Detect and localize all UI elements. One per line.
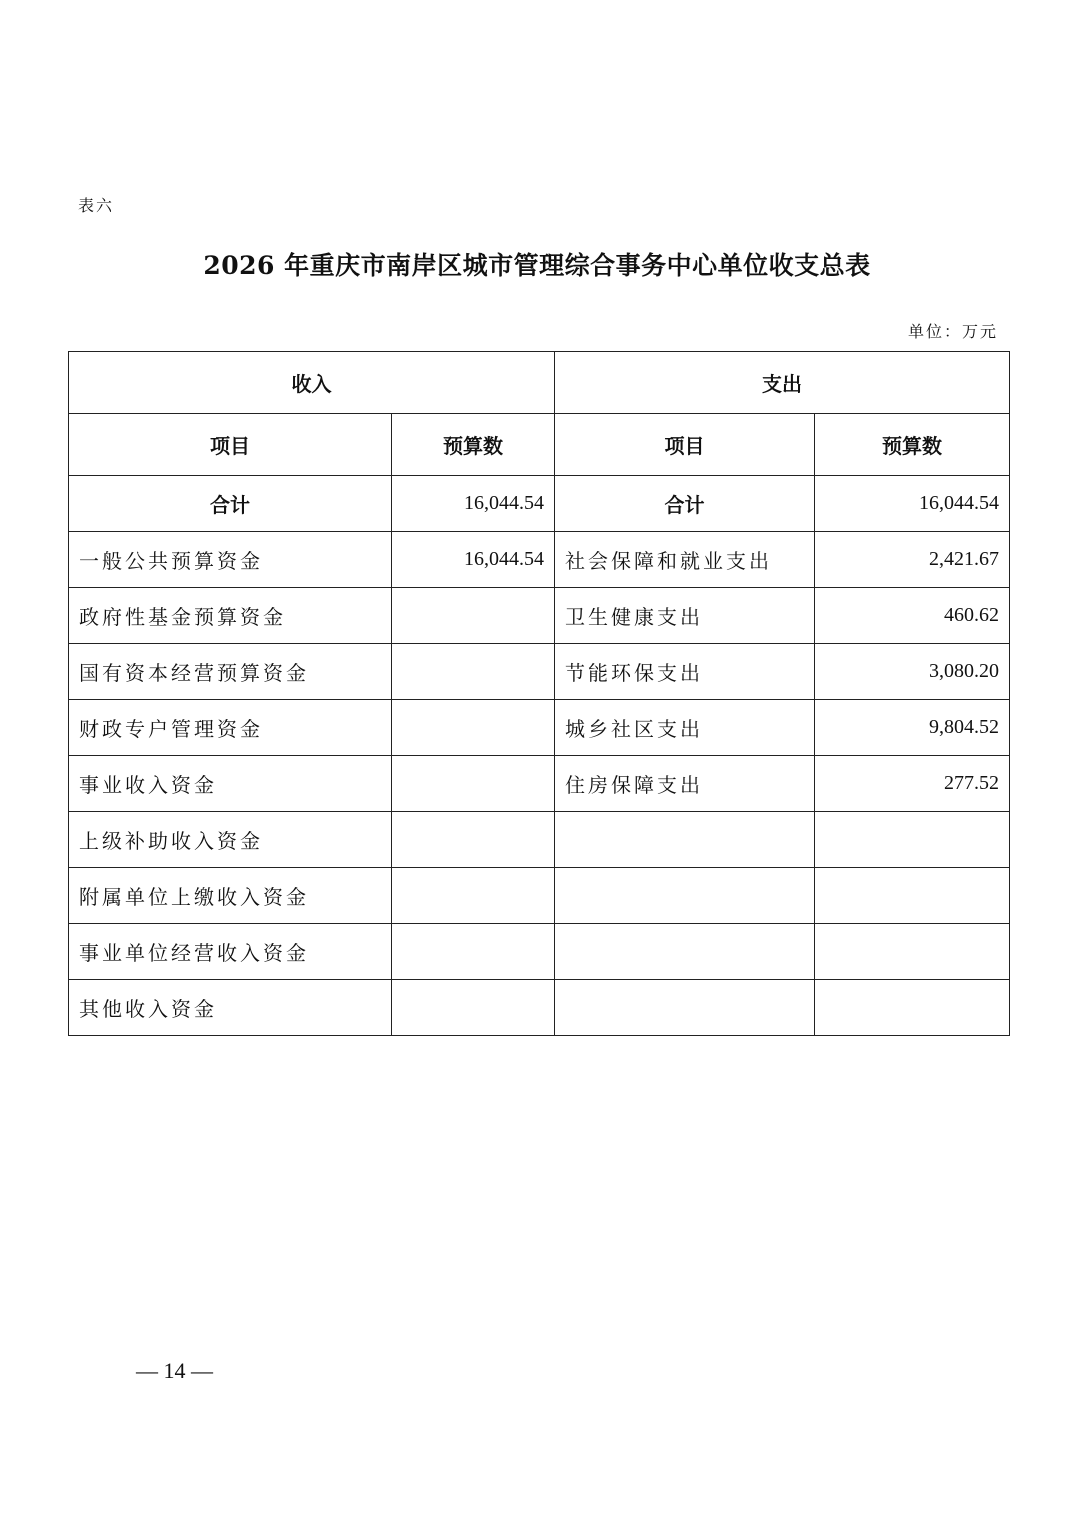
income-amount	[392, 644, 555, 700]
expense-section-header: 支出	[555, 352, 1010, 414]
budget-table	[68, 351, 1010, 1036]
table-row	[69, 980, 1010, 1036]
expense-amount: 277.52	[815, 756, 1010, 812]
income-item: 附属单位上缴收入资金	[69, 868, 392, 924]
unit-note: 单位：万元	[907, 322, 998, 341]
income-amount	[392, 924, 555, 980]
table-row	[69, 812, 1010, 868]
expense-amount-header: 预算数	[815, 414, 1010, 476]
income-amount	[392, 812, 555, 868]
table-label: 表六	[78, 196, 115, 215]
expense-amount	[815, 980, 1010, 1036]
expense-item: 社会保障和就业支出	[555, 532, 815, 588]
expense-item: 卫生健康支出	[555, 588, 815, 644]
table-row	[69, 924, 1010, 980]
table-row	[69, 868, 1010, 924]
income-item: 政府性基金预算资金	[69, 588, 392, 644]
expense-amount: 2,421.67	[815, 532, 1010, 588]
income-amount-header: 预算数	[392, 414, 555, 476]
income-total-amount: 16,044.54	[392, 476, 555, 532]
income-item: 其他收入资金	[69, 980, 392, 1036]
table-row	[69, 644, 1010, 700]
income-section-header: 收入	[69, 352, 555, 414]
income-amount	[392, 756, 555, 812]
section-header-row	[69, 352, 1010, 414]
page-title: 2026 年重庆市南岸区城市管理综合事务中心单位收支总表	[203, 251, 871, 280]
expense-item: 城乡社区支出	[555, 700, 815, 756]
income-item: 一般公共预算资金	[69, 532, 392, 588]
income-amount	[392, 980, 555, 1036]
expense-item	[555, 924, 815, 980]
table-row	[69, 588, 1010, 644]
expense-item	[555, 980, 815, 1036]
expense-amount: 460.62	[815, 588, 1010, 644]
income-amount	[392, 700, 555, 756]
expense-item: 节能环保支出	[555, 644, 815, 700]
expense-amount: 9,804.52	[815, 700, 1010, 756]
page-number: — 14 —	[136, 1358, 213, 1383]
column-header-row	[69, 414, 1010, 476]
income-item: 事业收入资金	[69, 756, 392, 812]
expense-amount: 3,080.20	[815, 644, 1010, 700]
income-item: 上级补助收入资金	[69, 812, 392, 868]
table-row	[69, 700, 1010, 756]
expense-total-label: 合计	[555, 476, 815, 532]
total-row	[69, 476, 1010, 532]
expense-amount	[815, 812, 1010, 868]
income-item: 事业单位经营收入资金	[69, 924, 392, 980]
income-item: 国有资本经营预算资金	[69, 644, 392, 700]
expense-item	[555, 868, 815, 924]
expense-item: 住房保障支出	[555, 756, 815, 812]
table-row	[69, 532, 1010, 588]
income-amount: 16,044.54	[392, 532, 555, 588]
income-item: 财政专户管理资金	[69, 700, 392, 756]
expense-item-header: 项目	[555, 414, 815, 476]
income-total-label: 合计	[69, 476, 392, 532]
table-row	[69, 756, 1010, 812]
income-item-header: 项目	[69, 414, 392, 476]
income-amount	[392, 868, 555, 924]
expense-amount	[815, 868, 1010, 924]
income-amount	[392, 588, 555, 644]
expense-total-amount: 16,044.54	[815, 476, 1010, 532]
expense-amount	[815, 924, 1010, 980]
expense-item	[555, 812, 815, 868]
